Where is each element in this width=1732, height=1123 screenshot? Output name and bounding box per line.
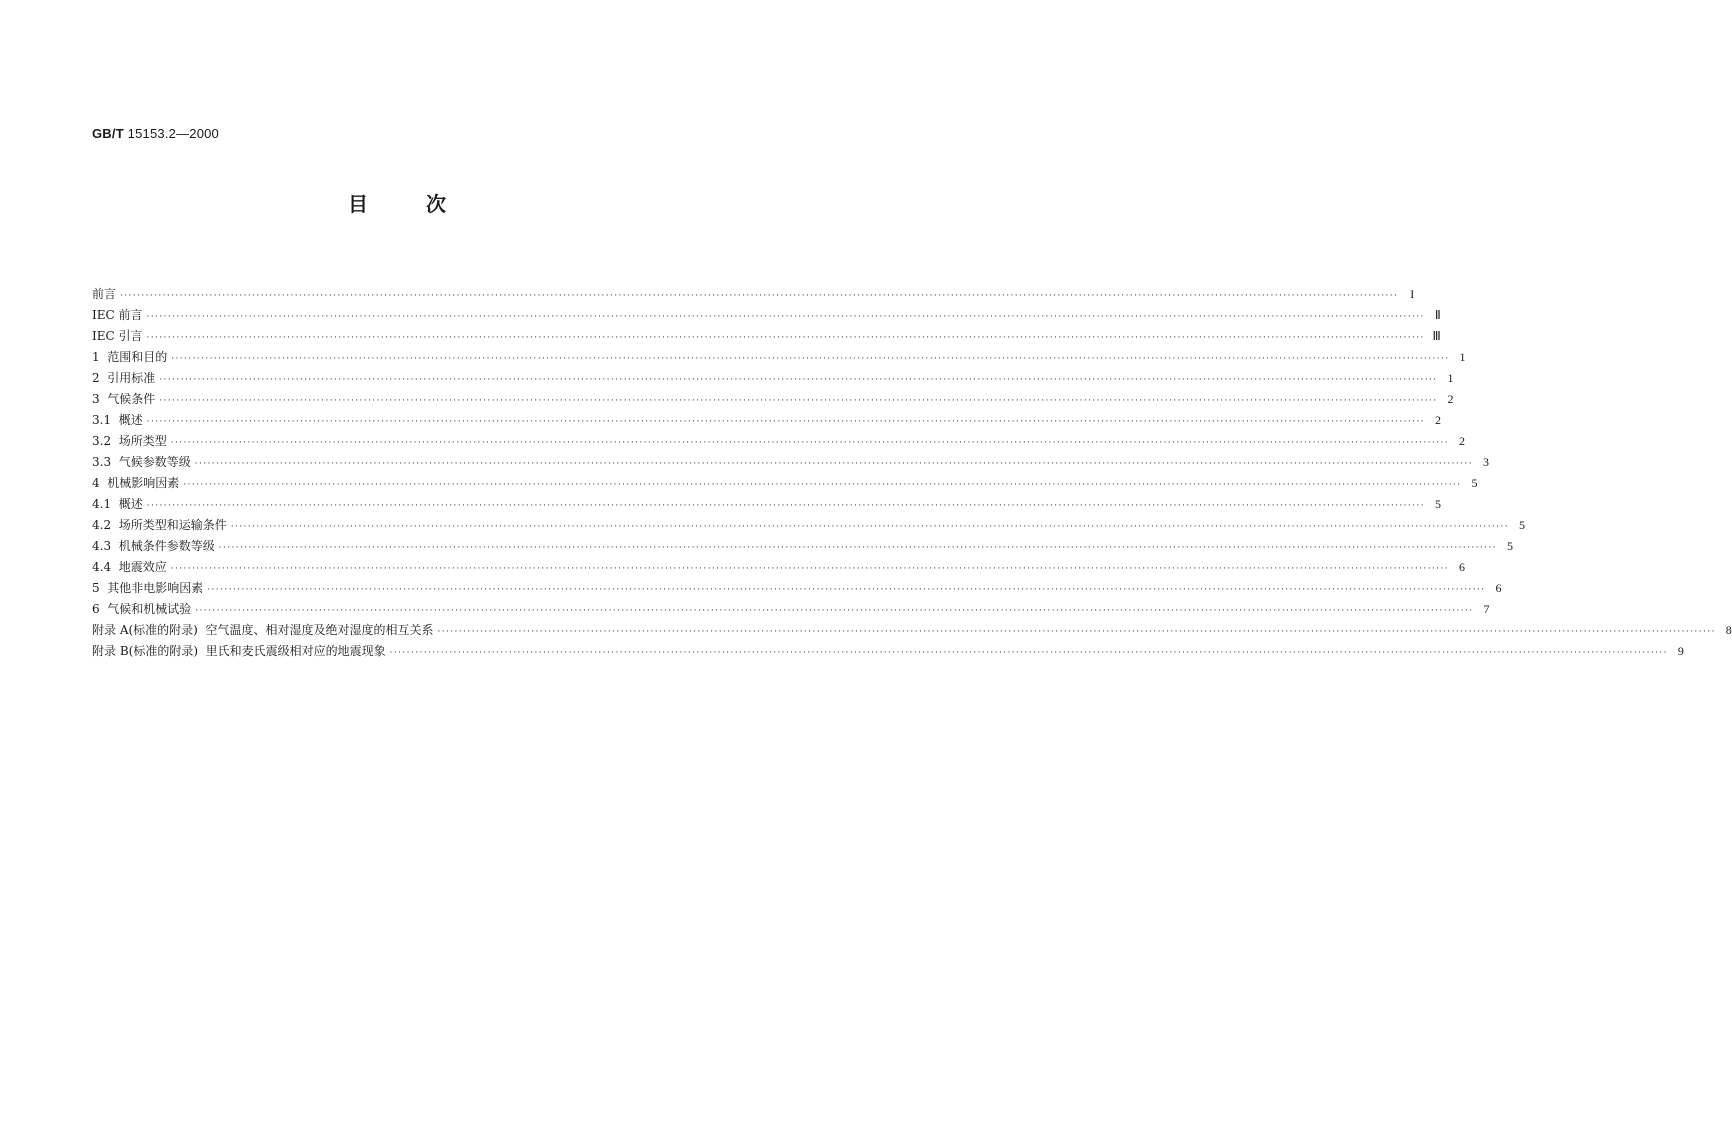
- toc-entry-label: IEC 引言: [92, 329, 143, 343]
- toc-leader-dots: ············································································································································································································································································································: [195, 606, 1474, 616]
- toc-leader-dots: ············································································································································································································································································································: [207, 585, 1486, 595]
- toc-entry[interactable]: [92, 452, 1489, 473]
- toc-entry[interactable]: [92, 557, 1465, 578]
- toc-entry-label: 6 气候和机械试验: [92, 602, 192, 616]
- toc-leader-dots: ············································································································································································································································································································: [218, 543, 1497, 553]
- toc-entry-page: 6: [1495, 581, 1502, 595]
- toc-entry-label: 4 机械影响因素: [92, 476, 180, 490]
- standard-prefix: GB/T: [92, 126, 124, 141]
- toc-leader-dots: ············································································································································································································································································································: [194, 459, 1473, 469]
- toc-leader-dots: ············································································································································································································································································································: [389, 648, 1668, 658]
- toc-entry[interactable]: [92, 389, 1454, 410]
- toc-entry[interactable]: [92, 515, 1525, 536]
- toc-leader-dots: ············································································································································································································································································································: [171, 354, 1450, 364]
- toc-entry[interactable]: [92, 431, 1465, 452]
- toc-entry[interactable]: [92, 620, 1732, 641]
- toc-leader-dots: ············································································································································································································································································································: [146, 417, 1425, 427]
- title-char-1: 目: [348, 192, 368, 216]
- toc-leader-dots: ············································································································································································································································································································: [146, 501, 1425, 511]
- toc-leader-dots: ············································································································································································································································································································: [159, 396, 1438, 406]
- toc-entry-page: 1: [1447, 371, 1454, 385]
- toc-entry-page: 2: [1434, 413, 1441, 427]
- standard-number: 15153.2—2000: [127, 126, 219, 141]
- toc-entry-page: 8: [1725, 623, 1732, 637]
- toc-entry-label: 3.2 场所类型: [92, 434, 167, 448]
- toc-entry-page: 5: [1518, 518, 1525, 532]
- toc-entry-page: 9: [1677, 644, 1684, 658]
- toc-entry-label: 附录 B(标准的附录) 里氏和麦氏震级相对应的地震现象: [92, 644, 386, 658]
- toc-entry[interactable]: [92, 473, 1478, 494]
- toc-entry-label: 3.1 概述: [92, 413, 143, 427]
- toc-entry-label: IEC 前言: [92, 308, 143, 322]
- toc-entry[interactable]: [92, 368, 1454, 389]
- toc-leader-dots: ············································································································································································································································································································: [170, 564, 1449, 574]
- toc-entry-label: 4.4 地震效应: [92, 560, 167, 574]
- toc-entry-label: 2 引用标准: [92, 371, 156, 385]
- toc-entry[interactable]: [92, 347, 1466, 368]
- toc-entry[interactable]: [92, 494, 1441, 515]
- toc-entry[interactable]: [92, 578, 1502, 599]
- toc-entry-page: 6: [1458, 560, 1465, 574]
- toc-entry-label: 附录 A(标准的附录) 空气温度、相对湿度及绝对湿度的相互关系: [92, 623, 434, 637]
- toc-leader-dots: ············································································································································································································································································································: [170, 438, 1449, 448]
- toc-entry-page: 2: [1447, 392, 1454, 406]
- table-of-contents: [92, 284, 1732, 662]
- toc-entry-label: 前言: [92, 287, 117, 301]
- toc-leader-dots: ············································································································································································································································································································: [146, 333, 1425, 343]
- toc-entry[interactable]: [92, 410, 1441, 431]
- toc-entry-page: I: [1410, 287, 1415, 301]
- toc-entry-page: 5: [1471, 476, 1478, 490]
- toc-entry[interactable]: [92, 305, 1441, 326]
- toc-leader-dots: ············································································································································································································································································································: [183, 480, 1462, 490]
- toc-leader-dots: ············································································································································································································································································································: [146, 312, 1425, 322]
- toc-entry[interactable]: [92, 536, 1513, 557]
- toc-leader-dots: ············································································································································································································································································································: [437, 627, 1716, 637]
- toc-entry-label: 4.2 场所类型和运输条件: [92, 518, 227, 532]
- toc-entry-page: 5: [1434, 497, 1441, 511]
- toc-entry-page: Ⅲ: [1432, 329, 1441, 343]
- toc-leader-dots: ············································································································································································································································································································: [230, 522, 1509, 532]
- document-code: [92, 126, 219, 141]
- toc-leader-dots: ············································································································································································································································································································: [120, 291, 1399, 301]
- toc-entry-label: 1 范围和目的: [92, 350, 168, 364]
- toc-entry-page: 3: [1482, 455, 1489, 469]
- toc-entry-label: 3 气候条件: [92, 392, 156, 406]
- toc-entry[interactable]: [92, 326, 1441, 347]
- toc-entry-label: 4.1 概述: [92, 497, 143, 511]
- toc-entry-page: 5: [1506, 539, 1513, 553]
- toc-entry-label: 5 其他非电影响因素: [92, 581, 204, 595]
- title-char-2: 次: [426, 192, 446, 216]
- toc-entry-page: 2: [1458, 434, 1465, 448]
- toc-leader-dots: ············································································································································································································································································································: [159, 375, 1438, 385]
- toc-entry-label: 3.3 气候参数等级: [92, 455, 191, 469]
- toc-entry[interactable]: [92, 599, 1490, 620]
- toc-entry[interactable]: [92, 284, 1415, 305]
- page-title: [0, 188, 794, 217]
- toc-entry-label: 4.3 机械条件参数等级: [92, 539, 215, 553]
- toc-entry[interactable]: [92, 641, 1684, 662]
- toc-entry-page: Ⅱ: [1434, 308, 1441, 322]
- toc-entry-page: 7: [1483, 602, 1490, 616]
- toc-entry-page: 1: [1459, 350, 1466, 364]
